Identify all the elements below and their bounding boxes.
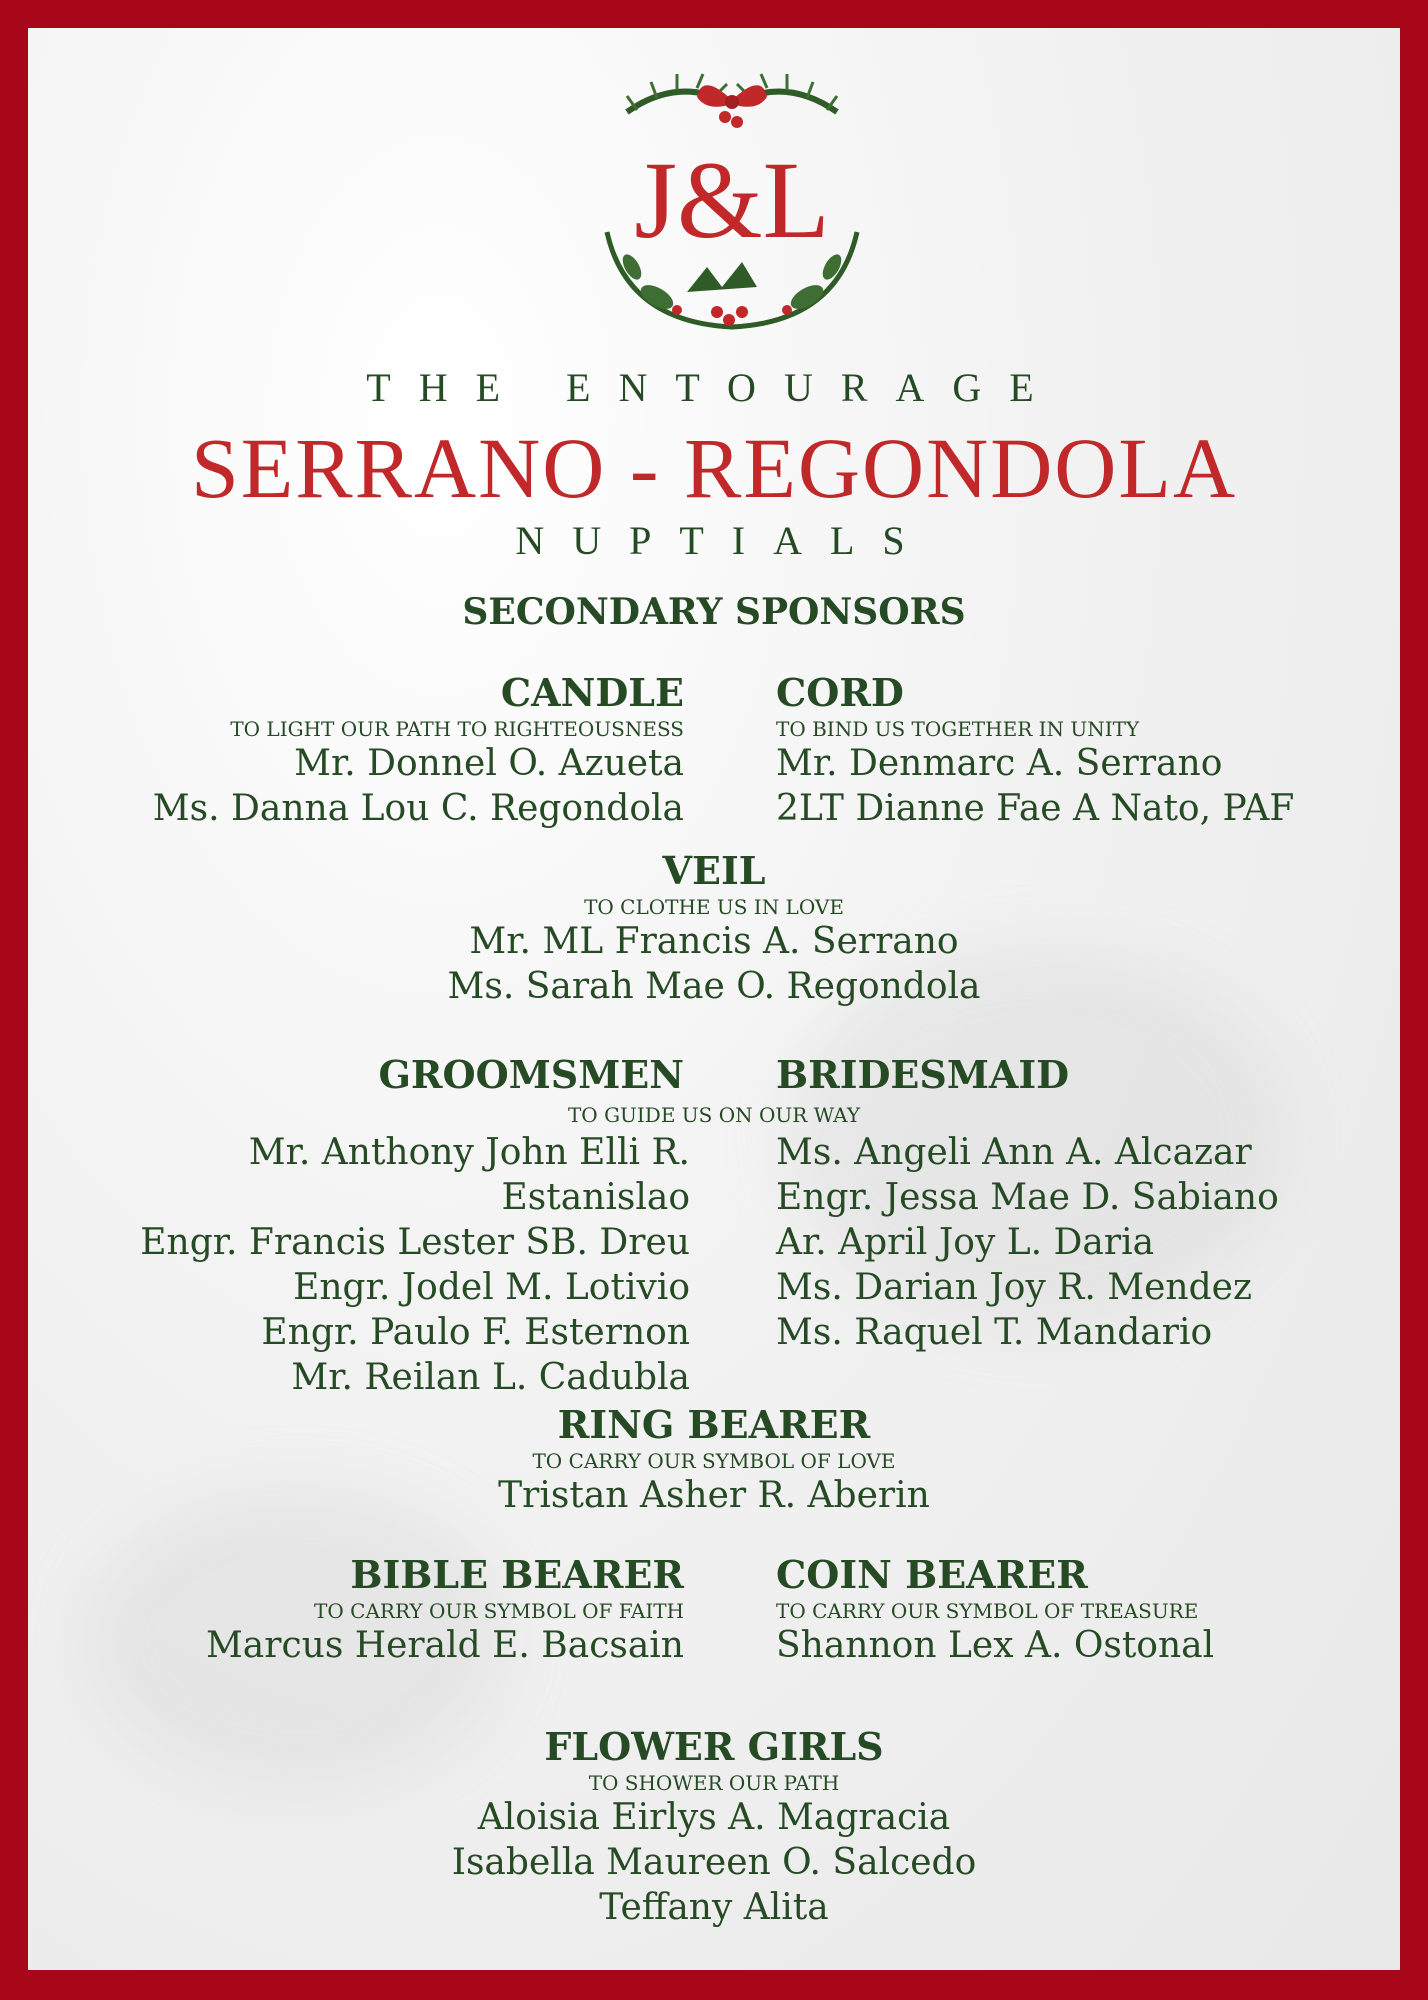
bible-bearer-subtitle: TO CARRY OUR SYMBOL OF FAITH [314,1599,684,1623]
secondary-sponsors-heading: SECONDARY SPONSORS [462,591,966,633]
coin-bearer-heading: COIN BEARER [776,1552,1088,1597]
wedding-party-subtitle: TO GUIDE US ON OUR WAY [567,1103,861,1127]
nuptials-label: NUPTIALS [515,518,933,563]
ring-bearer-subtitle: TO CARRY OUR SYMBOL OF LOVE [532,1449,896,1473]
bridesmaid: Ms. Raquel T. Mandario [776,1312,1213,1353]
veil-group [0,848,1428,1009]
coin-bearer-subtitle: TO CARRY OUR SYMBOL OF TREASURE [776,1599,1199,1623]
cord-sponsor: 2LT Dianne Fae A Nato, PAF [776,788,1295,829]
flower-girl-name: Isabella Maureen O. Salcedo [451,1842,977,1883]
groomsman: Mr. Reilan L. Cadubla [291,1357,690,1398]
veil-sponsor: Ms. Sarah Mae O. Regondola [447,966,981,1007]
flower-girls-heading: FLOWER GIRLS [544,1724,884,1769]
flower-girl-name: Teffany Alita [599,1887,829,1928]
bridesmaid-heading: BRIDESMAID [776,1052,1070,1097]
veil-sponsor: Mr. ML Francis A. Serrano [469,921,959,962]
ring-bearer-heading: RING BEARER [557,1402,871,1447]
groomsman: Engr. Jodel M. Lotivio [293,1267,690,1308]
ring-bearer-group [0,1402,1428,1518]
veil-heading: VEIL [662,848,766,893]
monogram-wreath-logo [597,62,867,347]
candle-sponsor: Ms. Danna Lou C. Regondola [152,788,684,829]
candle-sponsor: Mr. Donnel O. Azueta [294,743,684,784]
flower-girl-name: Aloisia Eirlys A. Magracia [477,1797,951,1838]
cord-sponsor: Mr. Denmarc A. Serrano [776,743,1223,784]
ribbon-bow-icon [697,85,767,128]
cord-heading: CORD [776,670,904,715]
cord-group [776,670,1336,831]
groomsman: Engr. Francis Lester SB. Dreu [140,1222,690,1263]
flower-girls-group [0,1724,1428,1930]
coin-bearer-name: Shannon Lex A. Ostonal [776,1625,1215,1666]
entourage-kicker: THE ENTOURAGE [366,365,1062,410]
groomsman: Mr. Anthony John Elli R. Estanislao [248,1132,690,1218]
bridesmaid-list [776,1130,1376,1355]
cord-subtitle: TO BIND US TOGETHER IN UNITY [776,717,1140,741]
bridesmaid: Ms. Angeli Ann A. Alcazar [776,1132,1252,1173]
ring-bearer-name: Tristan Asher R. Aberin [498,1475,930,1516]
candle-heading: CANDLE [500,670,684,715]
bible-bearer-name: Marcus Herald E. Bacsain [205,1625,684,1666]
couple-names-title: SERRANO - REGONDOLA [190,420,1238,516]
bridesmaid: Engr. Jessa Mae D. Sabiano [776,1177,1279,1218]
veil-subtitle: TO CLOTHE US IN LOVE [584,895,844,919]
bible-bearer-heading: BIBLE BEARER [350,1552,684,1597]
groomsman: Engr. Paulo F. Esternon [261,1312,690,1353]
coin-bearer-group [776,1552,1376,1668]
bridesmaid: Ar. April Joy L. Daria [776,1222,1155,1263]
bible-bearer-group [100,1552,684,1668]
candle-subtitle: TO LIGHT OUR PATH TO RIGHTEOUSNESS [230,717,684,741]
groomsmen-heading: GROOMSMEN [378,1052,684,1097]
candle-group [100,670,684,831]
flower-girls-subtitle: TO SHOWER OUR PATH [588,1771,840,1795]
bridesmaid: Ms. Darian Joy R. Mendez [776,1267,1252,1308]
groomsmen-list [60,1130,690,1400]
monogram-text: J&L [634,139,830,261]
